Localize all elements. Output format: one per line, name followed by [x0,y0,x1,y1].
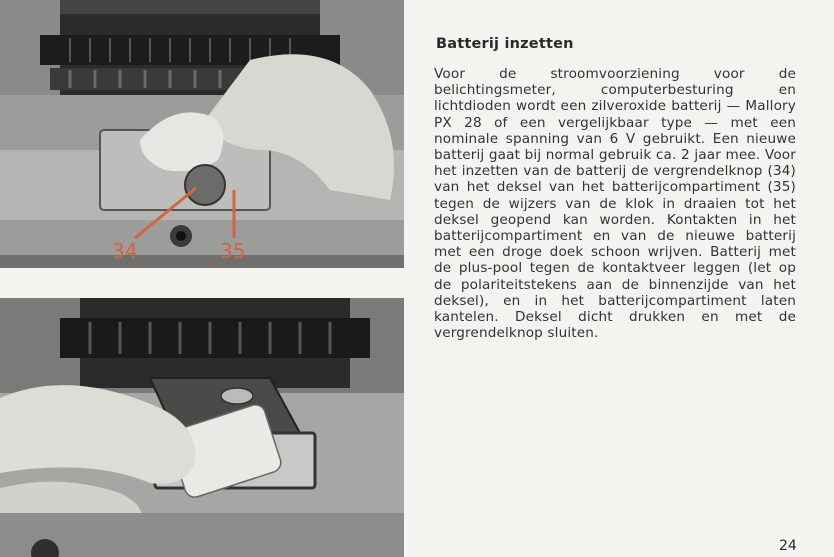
page-number: 24 [779,538,797,554]
battery-insert-illustration [0,298,404,557]
section-heading: Batterij inzetten [436,36,574,52]
battery-insert-photo [0,298,404,557]
callout-35: 35 [220,239,246,263]
battery-lock-photo [0,0,404,268]
section-body-text: Voor de stroomvoorziening voor de belichtingsmeter, computerbesturing en lichtdioden wordt een zilveroxide batterij — Mallory PX 28 of een vergelijkbaar type — met een nominale spanning van 6 V gebruikt. Een nieuwe batterij gaat bij normal gebruik ca. 2 jaar mee. Voor het inzetten van de batterij de vergrendelknop (34) van het deksel van het batterijcompartiment (35) tegen de wijzers van de klok in draaien tot het deksel geopend kan worden. Kontakten in het batterijcompartiment en van de nieuwe batterij met een droge doek schoon wrijven. Batterij met de plus-pool tegen de kontaktveer leggen (let op de polariteitstekens aan de binnenzijde van het deksel), en in het batterijcompartiment laten kantelen. Deksel dicht drukken en met de vergrendelknop sluiten. [434,66,796,342]
callout-34: 34 [112,239,138,263]
battery-lock-illustration [0,0,404,268]
